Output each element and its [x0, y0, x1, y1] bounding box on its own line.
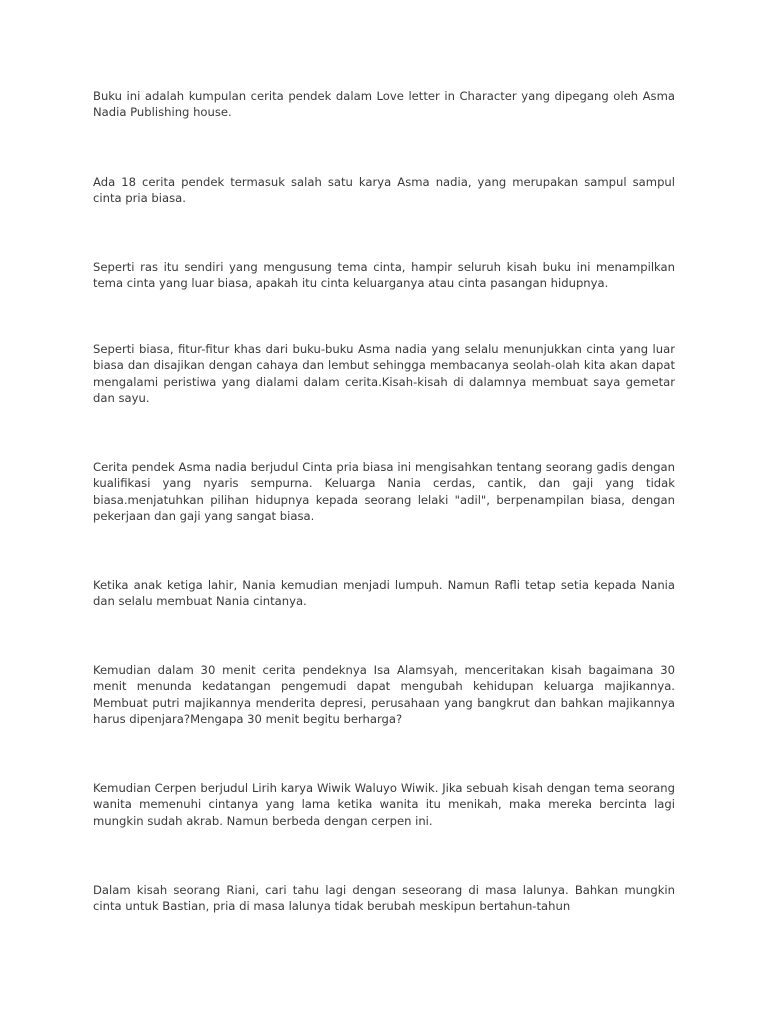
- paragraph-7: Kemudian dalam 30 menit cerita pendeknya Isa Alamsyah, menceritakan kisah bagaimana 30 menit menunda kedatangan pengemudi dapat mengubah kehidupan keluarga majikannya. Membuat putri majikannya menderita depresi, perusahaan yang bangkrut dan bahkan majikannya harus dipenjara?Mengapa 30 menit begitu berharga?: [93, 663, 675, 727]
- paragraph-1: Buku ini adalah kumpulan cerita pendek dalam Love letter in Character yang dipegang oleh Asma Nadia Publishing house.: [93, 89, 675, 120]
- paragraph-2: Ada 18 cerita pendek termasuk salah satu karya Asma nadia, yang merupakan sampul sampul cinta pria biasa.: [93, 175, 675, 206]
- paragraph-9: Dalam kisah seorang Riani, cari tahu lagi dengan seseorang di masa lalunya. Bahkan mungkin cinta untuk Bastian, pria di masa lalunya tidak berubah meskipun bertahun-tahun: [93, 883, 675, 914]
- paragraph-4: Seperti biasa, fitur-fitur khas dari buku-buku Asma nadia yang selalu menunjukkan cinta yang luar biasa dan disajikan dengan cahaya dan lembut sehingga membacanya seolah-olah kita akan dapat mengalami peristiwa yang dialami dalam cerita.Kisah-kisah di dalamnya membuat saya gemetar dan sayu.: [93, 342, 675, 406]
- paragraph-3: Seperti ras itu sendiri yang mengusung tema cinta, hampir seluruh kisah buku ini menampilkan tema cinta yang luar biasa, apakah itu cinta keluarganya atau cinta pasangan hidupnya.: [93, 260, 675, 291]
- paragraph-8: Kemudian Cerpen berjudul Lirih karya Wiwik Waluyo Wiwik. Jika sebuah kisah dengan tema seorang wanita memenuhi cintanya yang lama ketika wanita itu menikah, maka mereka bercinta lagi mungkin sudah akrab. Namun berbeda dengan cerpen ini.: [93, 781, 675, 828]
- paragraph-6: Ketika anak ketiga lahir, Nania kemudian menjadi lumpuh. Namun Rafli tetap setia kepada Nania dan selalu membuat Nania cintanya.: [93, 578, 675, 609]
- paragraph-5: Cerita pendek Asma nadia berjudul Cinta pria biasa ini mengisahkan tentang seorang gadis dengan kualifikasi yang nyaris sempurna. Keluarga Nania cerdas, cantik, dan gaji yang tidak biasa.menjatuhkan pilihan hidupnya kepada seorang lelaki "adil", berpenampilan biasa, dengan pekerjaan dan gaji yang sangat biasa.: [93, 460, 675, 524]
